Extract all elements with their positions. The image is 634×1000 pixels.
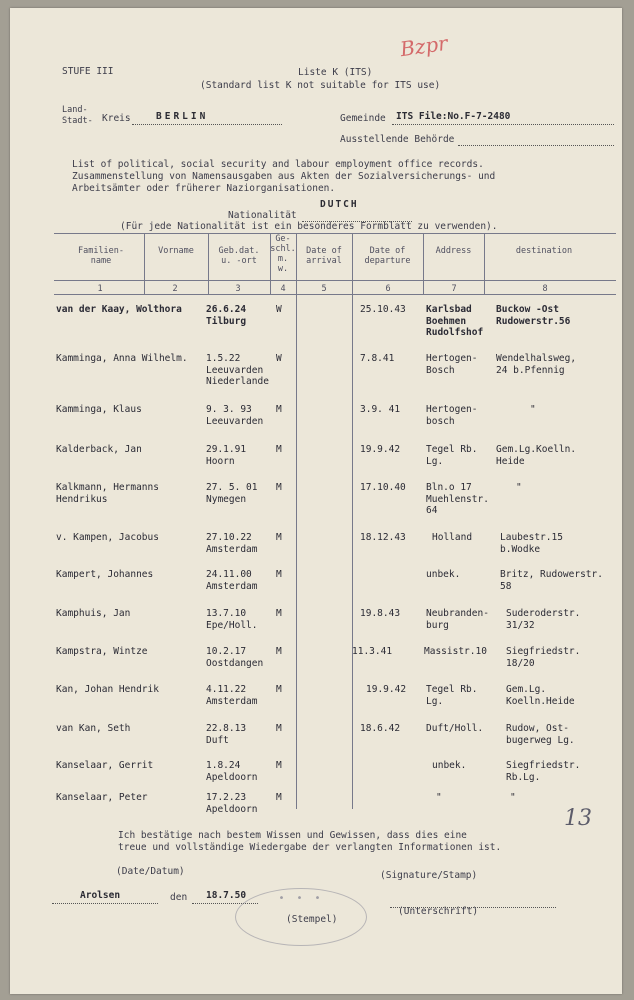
cell-sex: M xyxy=(276,760,282,771)
cell-departure: 11.3.41 xyxy=(352,646,393,657)
cell-sex: W xyxy=(276,353,282,364)
nationality-value: DUTCH xyxy=(320,199,359,210)
cell-birth: 22.8.13 Duft xyxy=(206,723,247,746)
cell-destination: Gem.Lg.Koelln. Heide xyxy=(496,444,577,467)
cell-name: Kamphuis, Jan xyxy=(56,608,131,619)
cell-destination: " xyxy=(516,482,522,493)
cell-destination: " xyxy=(510,792,516,803)
date-label: (Date/Datum) xyxy=(116,866,185,877)
cell-departure: 25.10.43 xyxy=(360,304,406,315)
cell-destination: " xyxy=(530,404,536,415)
description-line-2: Zusammenstellung von Namensausgaben aus Akten der Sozialversicherungs- und xyxy=(72,171,496,182)
list-title: Liste K (ITS) xyxy=(298,67,373,78)
cell-departure: 18.6.42 xyxy=(360,723,401,734)
cell-sex: M xyxy=(276,723,282,734)
header-vorname: Vorname xyxy=(158,246,194,256)
cell-birth: 27. 5. 01 Nymegen xyxy=(206,482,258,505)
cell-birth: 9. 3. 93 Leeuvarden xyxy=(206,404,264,427)
cell-destination: Suderoderstr. 31/32 xyxy=(506,608,581,631)
table-row xyxy=(10,353,622,393)
column-number: 5 xyxy=(321,284,327,294)
column-number: 4 xyxy=(280,284,286,294)
cell-address: Karlsbad Boehmen Rudolfshof xyxy=(426,304,484,338)
description-line-1: List of political, social security and labour employment office records. xyxy=(72,159,484,170)
cell-sex: M xyxy=(276,532,282,543)
table-row xyxy=(10,532,622,562)
column-divider xyxy=(144,233,145,294)
cell-name: Kamminga, Klaus xyxy=(56,404,142,415)
stufe-label: STUFE III xyxy=(62,66,114,77)
attestation-line-2: treue und vollständige Wiedergabe der verlangten Informationen ist. xyxy=(118,842,502,853)
den-label: den xyxy=(170,892,188,903)
header-geb-dat: Geb.dat. u. -ort xyxy=(218,246,260,266)
column-divider xyxy=(423,233,424,294)
cell-address: Hertogen- Bosch xyxy=(426,353,478,376)
cell-birth: 26.6.24 Tilburg xyxy=(206,304,247,327)
cell-name: van Kan, Seth xyxy=(56,723,131,734)
column-number: 2 xyxy=(172,284,178,294)
cell-destination: Rudow, Ost- bugerweg Lg. xyxy=(506,723,575,746)
cell-name: v. Kampen, Jacobus xyxy=(56,532,159,543)
stamp-ornament: • • • xyxy=(278,893,324,904)
page-number-mark: 13 xyxy=(564,806,592,831)
date-value: 18.7.50 xyxy=(206,890,247,901)
table-row xyxy=(10,608,622,638)
cell-destination: Buckow -Ost Rudowerstr.56 xyxy=(496,304,571,327)
cell-sex: W xyxy=(276,304,282,315)
cell-address: Neubranden- burg xyxy=(426,608,489,631)
cell-name: Kan, Johan Hendrik xyxy=(56,684,159,695)
table-row xyxy=(10,304,622,344)
column-divider xyxy=(484,233,485,294)
cell-destination: Siegfriedstr. 18/20 xyxy=(506,646,581,669)
stadt-label: Stadt- xyxy=(62,116,93,126)
table-row xyxy=(10,723,622,753)
column-number: 8 xyxy=(542,284,548,294)
column-number: 6 xyxy=(385,284,391,294)
table-row xyxy=(10,444,622,474)
attestation-line-1: Ich bestätige nach bestem Wissen und Gewissen, dass dies eine xyxy=(118,830,467,841)
document-sheet xyxy=(10,8,622,994)
table-row xyxy=(10,482,622,522)
cell-birth: 27.10.22 Amsterdam xyxy=(206,532,258,555)
cell-address: Tegel Rb. Lg. xyxy=(426,684,478,707)
cell-sex: M xyxy=(276,482,282,493)
cell-name: Kampstra, Wintze xyxy=(56,646,148,657)
gemeinde-value: ITS File:No.F-7-2480 xyxy=(396,111,511,122)
cell-birth: 4.11.22 Amsterdam xyxy=(206,684,258,707)
header-familienname: Familien- name xyxy=(77,246,125,266)
cell-birth: 10.2.17 Oostdangen xyxy=(206,646,264,669)
nationality-label: Nationalität xyxy=(228,210,297,221)
table-row xyxy=(10,569,622,599)
cell-sex: M xyxy=(276,646,282,657)
column-number: 7 xyxy=(451,284,457,294)
kreis-label: Kreis xyxy=(102,113,131,124)
table-header-rule xyxy=(54,280,616,281)
table-top-rule xyxy=(54,233,616,234)
table-row xyxy=(10,404,622,434)
cell-destination: Wendelhalsweg, 24 b.Pfennig xyxy=(496,353,577,376)
cell-address: Massistr.10 xyxy=(424,646,487,657)
cell-departure: 7.8.41 xyxy=(360,353,395,364)
cell-name: Kanselaar, Peter xyxy=(56,792,148,803)
cell-birth: 1.5.22 Leeuvarden Niederlande xyxy=(206,353,269,387)
cell-sex: M xyxy=(276,569,282,580)
cell-destination: Laubestr.15 b.Wodke xyxy=(500,532,563,555)
land-label: Land- xyxy=(62,105,88,115)
table-row xyxy=(10,760,622,790)
cell-sex: M xyxy=(276,684,282,695)
stempel-label: (Stempel) xyxy=(286,914,338,925)
table-row xyxy=(10,646,622,676)
cell-address: Tegel Rb. Lg. xyxy=(426,444,478,467)
nationality-note: (Für jede Nationalität ist ein besonderes Formblatt zu verwenden). xyxy=(120,221,498,232)
cell-name: Kanselaar, Gerrit xyxy=(56,760,154,771)
cell-sex: M xyxy=(276,792,282,803)
cell-address: Duft/Holl. xyxy=(426,723,484,734)
table-row xyxy=(10,792,622,822)
table-row xyxy=(10,684,622,714)
cell-address: Hertogen- bosch xyxy=(426,404,478,427)
behoerde-label: Ausstellende Behörde xyxy=(340,134,455,145)
cell-name: van der Kaay, Wolthora xyxy=(56,304,182,315)
cell-departure: 19.9.42 xyxy=(360,444,401,455)
cell-name: Kamminga, Anna Wilhelm. xyxy=(56,353,188,364)
description-line-3: Arbeitsämter oder früherer Naziorganisationen. xyxy=(72,183,336,194)
cell-departure: 19.9.42 xyxy=(366,684,407,695)
cell-address: " xyxy=(436,792,442,803)
cell-name: Kampert, Johannes xyxy=(56,569,154,580)
list-subtitle: (Standard list K not suitable for ITS use) xyxy=(200,80,441,91)
cell-name: Kalderback, Jan xyxy=(56,444,142,455)
cell-departure: 19.8.43 xyxy=(360,608,401,619)
cell-address: unbek. xyxy=(432,760,467,771)
cell-destination: Gem.Lg. Koelln.Heide xyxy=(506,684,575,707)
cell-departure: 3.9. 41 xyxy=(360,404,401,415)
place-value: Arolsen xyxy=(80,890,121,901)
header-address: Address xyxy=(435,246,472,256)
handwritten-mark: Bzpr xyxy=(398,30,450,62)
behoerde-field xyxy=(458,134,614,146)
cell-birth: 17.2.23 Apeldoorn xyxy=(206,792,258,815)
cell-address: Holland xyxy=(432,532,473,543)
column-number: 1 xyxy=(97,284,103,294)
cell-destination: Britz, Rudowerstr. 58 xyxy=(500,569,603,592)
cell-name: Kalkmann, Hermanns Hendrikus xyxy=(56,482,159,505)
cell-address: Bln.o 17 Muehlenstr. 64 xyxy=(426,482,489,516)
gemeinde-label: Gemeinde xyxy=(340,113,386,124)
unterschrift-label: (Unterschrift) xyxy=(398,906,479,917)
cell-birth: 13.7.10 Epe/Holl. xyxy=(206,608,258,631)
column-number: 3 xyxy=(235,284,241,294)
cell-departure: 18.12.43 xyxy=(360,532,406,543)
cell-destination: Siegfriedstr. Rb.Lg. xyxy=(506,760,581,783)
table-number-rule xyxy=(54,294,616,295)
header-date-departure: Date of departure xyxy=(364,246,411,266)
header-date-arrival: Date of arrival xyxy=(306,246,342,266)
header-geschlecht: Ge- schl. m. w. xyxy=(270,234,296,274)
cell-sex: M xyxy=(276,608,282,619)
cell-sex: M xyxy=(276,404,282,415)
cell-birth: 24.11.00 Amsterdam xyxy=(206,569,258,592)
kreis-value: BERLIN xyxy=(156,111,209,122)
cell-sex: M xyxy=(276,444,282,455)
signature-label: (Signature/Stamp) xyxy=(380,870,478,881)
header-destination: destination xyxy=(515,246,573,256)
cell-birth: 1.8.24 Apeldoorn xyxy=(206,760,258,783)
cell-address: unbek. xyxy=(426,569,461,580)
cell-birth: 29.1.91 Hoorn xyxy=(206,444,247,467)
cell-departure: 17.10.40 xyxy=(360,482,406,493)
